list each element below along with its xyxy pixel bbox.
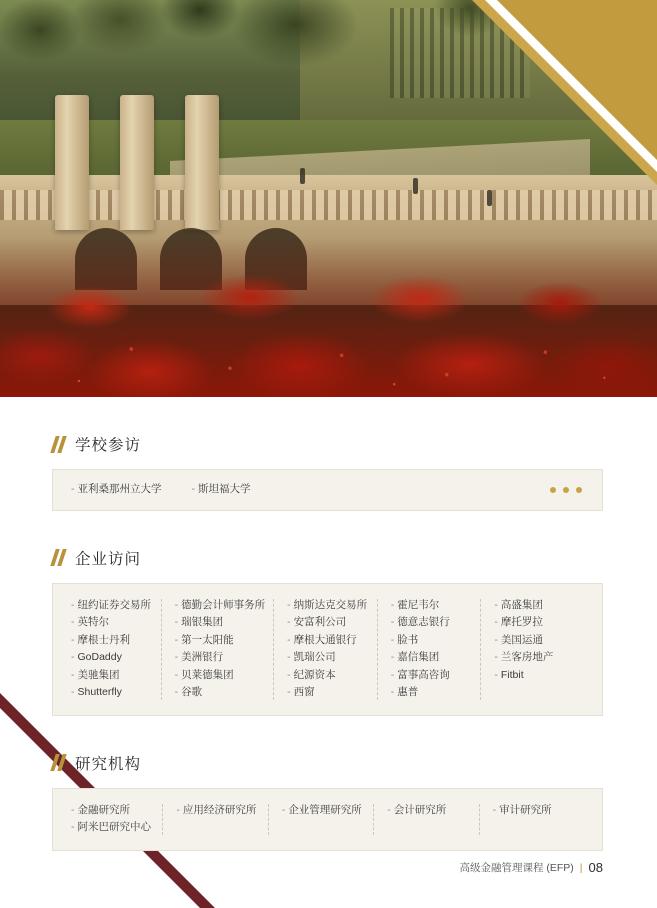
list-item	[391, 632, 473, 650]
list-item-label: 亚利桑那州立大学	[77, 483, 162, 495]
dash-marker: -	[390, 598, 395, 611]
column	[273, 597, 377, 702]
hero-column	[185, 95, 219, 230]
list-item	[71, 649, 153, 667]
dash-marker: -	[494, 633, 498, 646]
school-visit-card	[52, 469, 603, 511]
hero-person	[487, 190, 492, 206]
column	[71, 597, 161, 702]
list-item	[71, 632, 153, 650]
list-item	[287, 614, 369, 632]
list-item-label: 应用经济研究所	[182, 803, 257, 816]
list-item-label: 高盛集团	[500, 598, 543, 611]
dash-marker: -	[71, 686, 75, 698]
list-item-label: 摩托罗拉	[500, 616, 543, 628]
list-item-label: Fitbit	[500, 668, 524, 681]
list-item	[71, 802, 154, 820]
list-item	[287, 684, 369, 702]
dash-marker: -	[71, 651, 75, 663]
section-research-institutes	[0, 752, 657, 851]
list-item-label: 惠普	[397, 686, 419, 698]
dash-marker: -	[494, 668, 498, 681]
list-item-label: 阿米巴研究中心	[77, 821, 151, 833]
dash-marker: -	[71, 633, 75, 646]
list-item-label: 纽约证券交易所	[77, 598, 151, 611]
hero-column	[55, 95, 89, 230]
list-item-label: 审计研究所	[499, 803, 552, 816]
gold-corner-inner	[497, 0, 657, 160]
column	[161, 597, 274, 702]
company-visit-card	[52, 583, 603, 716]
list-item	[287, 632, 369, 650]
list-item-label: 德勤会计师事务所	[181, 598, 266, 611]
dash-marker: -	[71, 616, 75, 628]
list-item-label: 脸书	[397, 633, 419, 646]
list-item	[494, 632, 576, 650]
column	[162, 802, 267, 837]
list-item-label: 摩根大通银行	[293, 633, 357, 646]
dash-marker: -	[390, 616, 395, 628]
list-item	[175, 632, 266, 650]
dash-marker: -	[494, 651, 498, 663]
footer-separator: |	[579, 861, 583, 874]
dash-marker: -	[174, 616, 179, 628]
dash-marker: -	[390, 668, 395, 681]
section-school-visits	[0, 433, 657, 511]
page-footer	[459, 860, 603, 875]
list-item-label: 纳斯达克交易所	[293, 598, 368, 611]
list-item-label: GoDaddy	[77, 651, 122, 663]
list-item	[71, 819, 154, 837]
dash-marker: -	[287, 616, 291, 628]
list-item-label: 摩根士丹利	[77, 633, 130, 646]
dash-marker: -	[390, 633, 395, 646]
list-item-label: 德意志银行	[397, 616, 450, 628]
column	[480, 597, 584, 702]
column	[373, 802, 478, 837]
list-item-label: 美驰集团	[77, 668, 120, 681]
dash-marker: -	[287, 598, 291, 611]
dash-marker: -	[287, 651, 291, 663]
dash-marker: -	[174, 651, 179, 663]
section-title: 研究机构	[75, 755, 142, 773]
list-item-label: 霍尼韦尔	[397, 598, 440, 611]
column	[479, 802, 584, 837]
list-item-label: 美洲银行	[181, 651, 224, 663]
list-item	[391, 684, 473, 702]
dot	[550, 487, 556, 493]
dash-marker: -	[191, 483, 195, 495]
dash-marker: -	[281, 803, 286, 816]
section-header	[0, 547, 657, 569]
dash-marker: -	[71, 803, 75, 816]
list-item-label: 第一太阳能	[181, 633, 234, 646]
list-item-label: 安富利公司	[293, 616, 347, 628]
list-item-label: 兰客房地产	[500, 651, 554, 663]
list-item-label: 英特尔	[77, 616, 109, 628]
dash-marker: -	[71, 598, 75, 611]
list-item	[287, 667, 369, 685]
column	[377, 597, 481, 702]
section-header	[0, 752, 657, 774]
list-item-label: 瑞银集团	[181, 616, 224, 628]
list-item-label: 斯坦福大学	[198, 483, 251, 495]
dot	[563, 487, 569, 493]
research-institute-card	[52, 788, 603, 851]
list-item	[391, 667, 473, 685]
page-number: 08	[588, 860, 603, 875]
hero-column	[120, 95, 154, 230]
list-item	[175, 684, 266, 702]
dash-marker: -	[174, 686, 179, 698]
list-item	[175, 614, 266, 632]
list-item	[175, 667, 266, 685]
content-area	[0, 397, 657, 851]
dash-marker: -	[287, 686, 291, 698]
list-item	[175, 597, 266, 615]
list-item	[282, 802, 365, 820]
hero-red-flowers	[0, 237, 657, 397]
hero-balustrade	[0, 190, 657, 220]
column	[268, 802, 373, 837]
double-slash-icon	[52, 754, 66, 771]
list-item	[391, 614, 473, 632]
list-item-label: 嘉信集团	[397, 651, 440, 663]
section-title: 企业访问	[75, 550, 142, 568]
dash-marker: -	[71, 483, 75, 495]
list-item	[391, 649, 473, 667]
column-group	[71, 802, 584, 837]
section-title: 学校参访	[75, 437, 142, 454]
dot-indicator-icon	[550, 487, 582, 493]
footer-course-label: 高级金融管理课程 (EFP)	[459, 862, 574, 874]
list-item	[71, 481, 162, 499]
section-company-visits	[0, 547, 657, 716]
dash-marker: -	[287, 668, 291, 681]
section-header	[0, 433, 657, 455]
list-item	[391, 597, 473, 615]
list-item	[494, 597, 576, 615]
list-item-label: 金融研究所	[77, 803, 130, 816]
list-item	[494, 649, 576, 667]
list-item	[192, 481, 251, 499]
list-item-label: 谷歌	[181, 686, 203, 698]
list-item	[494, 667, 576, 685]
hero-person	[300, 168, 305, 184]
list-item-label: Shutterfly	[77, 686, 122, 698]
list-item	[71, 684, 153, 702]
dash-marker: -	[387, 803, 391, 816]
dash-marker: -	[174, 633, 179, 646]
double-slash-icon	[52, 436, 66, 453]
dash-marker: -	[390, 651, 395, 663]
list-item	[287, 597, 369, 615]
dash-marker: -	[494, 598, 498, 611]
dash-marker: -	[174, 668, 179, 681]
dash-marker: -	[71, 668, 75, 681]
list-item	[494, 614, 576, 632]
dash-marker: -	[174, 598, 179, 611]
list-item-label: 会计研究所	[393, 803, 447, 816]
double-slash-icon	[52, 549, 66, 566]
list-item-label: 贝莱德集团	[181, 668, 234, 681]
list-item-label: 富事高咨询	[397, 668, 450, 681]
dot	[576, 487, 582, 493]
dash-marker: -	[492, 803, 497, 816]
list-item	[71, 667, 153, 685]
list-item	[176, 802, 259, 820]
list-item-label: 纪源资本	[293, 668, 336, 681]
list-item-label: 企业管理研究所	[288, 803, 362, 816]
column	[71, 802, 162, 837]
list-item-label: 凯瑞公司	[293, 651, 336, 663]
column-group	[71, 597, 584, 702]
list-item	[493, 802, 576, 820]
list-item	[387, 802, 470, 820]
list-item	[175, 649, 266, 667]
dash-marker: -	[71, 821, 75, 833]
dash-marker: -	[494, 616, 498, 628]
list-item	[71, 597, 153, 615]
dash-marker: -	[176, 803, 180, 816]
list-item	[287, 649, 369, 667]
hero-person	[413, 178, 418, 194]
dash-marker: -	[287, 633, 291, 646]
list-item	[71, 614, 153, 632]
list-item-label: 美国运通	[500, 633, 543, 646]
dash-marker: -	[390, 686, 395, 698]
list-item-label: 西窗	[293, 686, 315, 698]
